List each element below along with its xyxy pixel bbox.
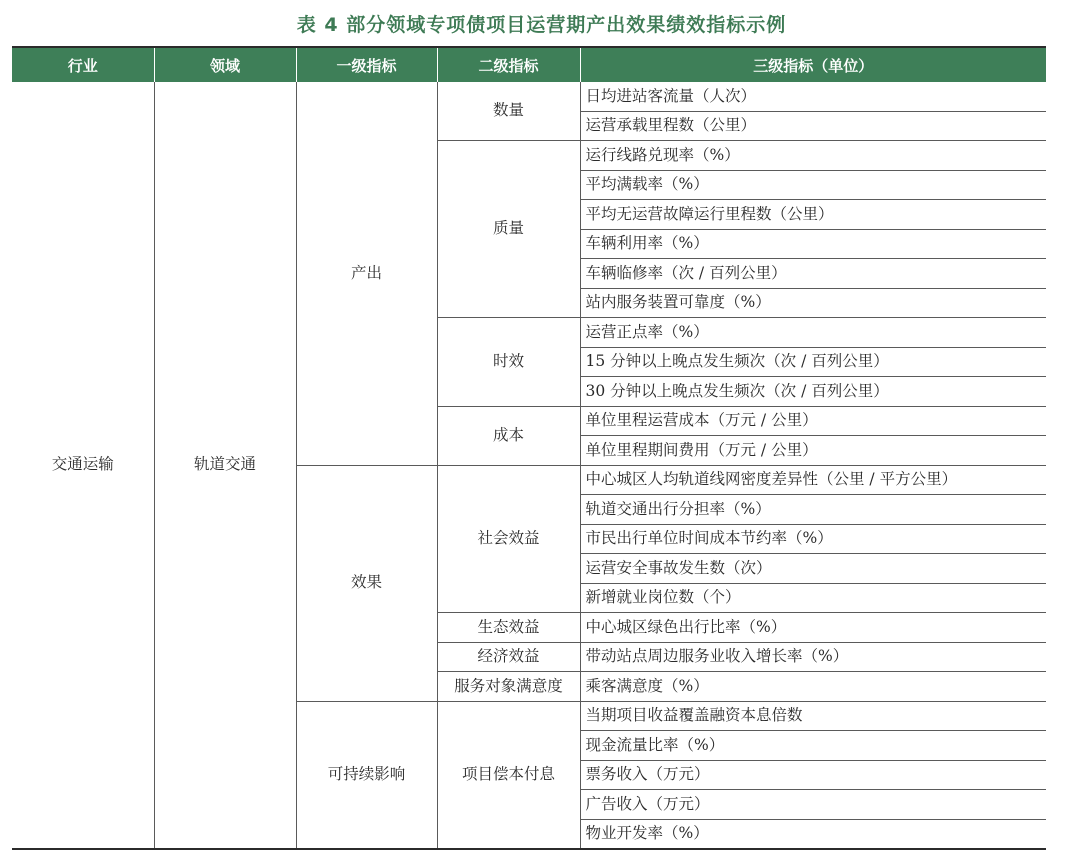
level3-cell: 日均进站客流量（人次） <box>580 82 1046 111</box>
level3-cell: 运营承载里程数（公里） <box>580 111 1046 141</box>
level3-cell: 车辆利用率（%） <box>580 229 1046 259</box>
level3-cell: 乘客满意度（%） <box>580 672 1046 702</box>
level2-cell-quality: 质量 <box>437 141 580 318</box>
header-level3: 三级指标（单位） <box>580 47 1046 82</box>
level3-cell: 当期项目收益覆盖融资本息倍数 <box>580 701 1046 731</box>
header-industry: 行业 <box>12 47 154 82</box>
header-level2: 二级指标 <box>437 47 580 82</box>
industry-cell: 交通运输 <box>12 82 154 849</box>
level3-cell: 票务收入（万元） <box>580 760 1046 790</box>
level2-cell-quantity: 数量 <box>437 82 580 141</box>
level3-cell: 平均无运营故障运行里程数（公里） <box>580 200 1046 230</box>
level1-cell-effect: 效果 <box>296 465 437 701</box>
level2-cell-social: 社会效益 <box>437 465 580 613</box>
level2-cell-cost: 成本 <box>437 406 580 465</box>
indicator-table <box>12 46 1046 850</box>
level3-cell: 单位里程期间费用（万元 / 公里） <box>580 436 1046 466</box>
level3-cell: 30 分钟以上晚点发生频次（次 / 百列公里） <box>580 377 1046 407</box>
level3-cell: 轨道交通出行分担率（%） <box>580 495 1046 525</box>
level3-cell: 物业开发率（%） <box>580 819 1046 849</box>
level2-cell-ecological: 生态效益 <box>437 613 580 643</box>
level3-cell: 车辆临修率（次 / 百列公里） <box>580 259 1046 289</box>
level3-cell: 现金流量比率（%） <box>580 731 1046 761</box>
level3-cell: 带动站点周边服务业收入增长率（%） <box>580 642 1046 672</box>
level3-cell: 单位里程运营成本（万元 / 公里） <box>580 406 1046 436</box>
level3-cell: 15 分钟以上晚点发生频次（次 / 百列公里） <box>580 347 1046 377</box>
table-title: 表 4 部分领域专项债项目运营期产出效果绩效指标示例 <box>296 14 787 36</box>
level3-cell: 中心城区绿色出行比率（%） <box>580 613 1046 643</box>
level3-cell: 市民出行单位时间成本节约率（%） <box>580 524 1046 554</box>
level3-cell: 运营正点率（%） <box>580 318 1046 348</box>
level3-cell: 站内服务装置可靠度（%） <box>580 288 1046 318</box>
level3-cell: 中心城区人均轨道线网密度差异性（公里 / 平方公里） <box>580 465 1046 495</box>
level1-cell-sustainability: 可持续影响 <box>296 701 437 849</box>
header-level1: 一级指标 <box>296 47 437 82</box>
level3-cell: 平均满载率（%） <box>580 170 1046 200</box>
level2-cell-satisfaction: 服务对象满意度 <box>437 672 580 702</box>
level3-cell: 运营安全事故发生数（次） <box>580 554 1046 584</box>
level3-cell: 运行线路兑现率（%） <box>580 141 1046 171</box>
header-row <box>12 47 1046 82</box>
field-cell: 轨道交通 <box>154 82 296 849</box>
level2-cell-economic: 经济效益 <box>437 642 580 672</box>
level2-cell-debt-service: 项目偿本付息 <box>437 701 580 849</box>
level2-cell-timeliness: 时效 <box>437 318 580 407</box>
header-field: 领域 <box>154 47 296 82</box>
level3-cell: 新增就业岗位数（个） <box>580 583 1046 613</box>
table-row <box>12 82 1046 111</box>
level3-cell: 广告收入（万元） <box>580 790 1046 820</box>
level1-cell-output: 产出 <box>296 82 437 465</box>
